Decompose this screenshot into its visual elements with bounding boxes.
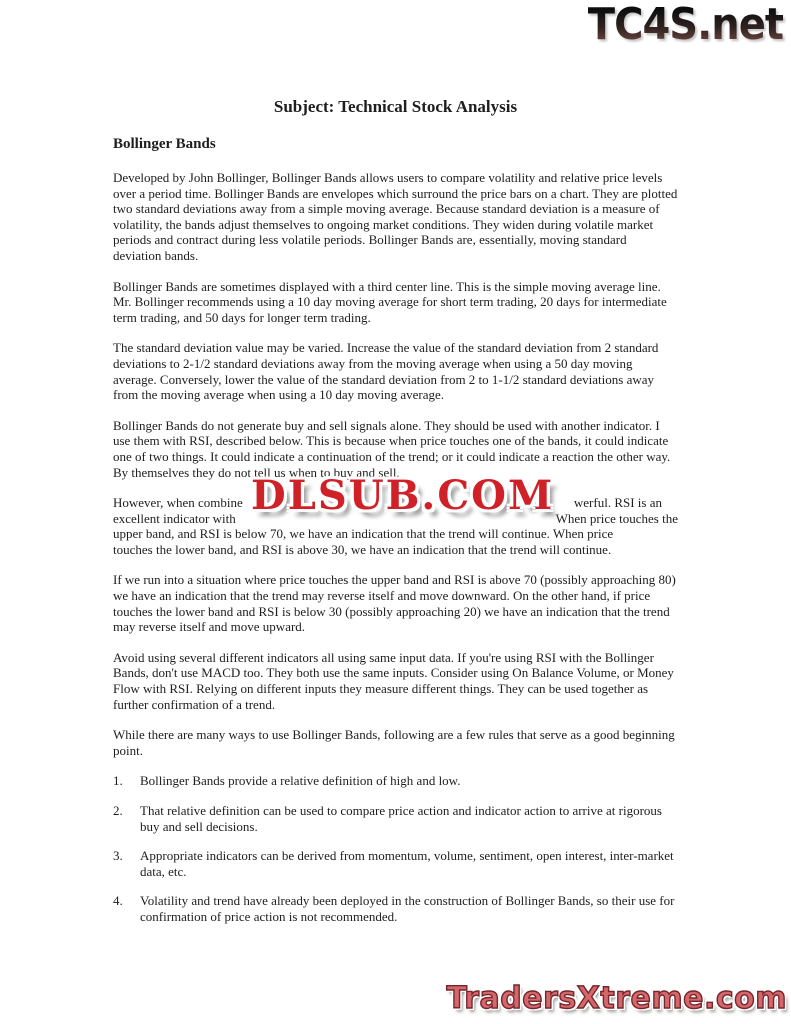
list-item-number: 3.	[113, 848, 123, 864]
obscured-line-3: upper band, and RSI is below 70, we have an indication that the trend will continue. When price	[113, 526, 614, 542]
paragraph-std-deviation: The standard deviation value may be varied. Increase the value of the standard deviation from 2 standard deviations to 2-1/2 standard deviations away from the moving average when using a 50 day moving average. Conversely, lower the value of the standard deviation from 2 to 1-1/2 standard deviations away from the moving average when using a 10 day moving average.	[113, 340, 659, 403]
section-heading: Bollinger Bands	[113, 136, 216, 152]
paragraph-rules-intro: While there are many ways to use Bollinger Bands, following are a few rules that serve as a good beginning point.	[113, 727, 675, 758]
obscured-line-4: touches the lower band, and RSI is above 30, we have an indication that the trend will continue.	[113, 541, 612, 557]
obscured-line-2-left: excellent indicator with	[113, 510, 236, 526]
list-item-text: Bollinger Bands provide a relative definition of high and low.	[140, 773, 461, 789]
list-item	[113, 848, 678, 879]
obscured-line-1-right: werful. RSI is an	[573, 495, 662, 511]
list-item-text: That relative definition can be used to compare price action and indicator action to arrive at rigorous buy and sell decisions.	[140, 803, 662, 834]
paragraph-with-watermark	[113, 472, 678, 557]
list-item	[113, 773, 678, 789]
list-item	[113, 893, 678, 924]
paragraph-reversal: If we run into a situation where price touches the upper band and RSI is above 70 (possibly approaching 80) we have an indication that the trend may reverse itself and move downward. On the other hand, if price touches the lower band and RSI is below 30 (possibly approaching 20) we have an indication that the trend may reverse itself and move upward.	[113, 572, 676, 635]
list-item	[113, 803, 678, 834]
list-item-text: Appropriate indicators can be derived from momentum, volume, sentiment, open interest, inter-market data, etc.	[140, 848, 674, 879]
paragraph-center-line: Bollinger Bands are sometimes displayed with a third center line. This is the simple moving average line. Mr. Bollinger recommends using a 10 day moving average for short term trading, 20 days for intermediate term trading, and 50 days for longer term trading.	[113, 278, 667, 325]
list-item-number: 1.	[113, 773, 123, 789]
list-item-number: 2.	[113, 803, 123, 818]
dlsub-watermark: DLSUB.COM	[251, 472, 555, 520]
paragraph-signals: Bollinger Bands do not generate buy and sell signals alone. They should be used with another indicator. I use them with RSI, described below. This is because when price touches one of the bands, it could indicate one of two things. It could indicate a continuation of the trend; or it could indicate a reaction the other way. By themselves they do not tell us when to buy and sell.	[113, 417, 671, 480]
list-item-text: Volatility and trend have already been deployed in the construction of Bollinger Bands, so their use for confirmation of price action is not recommended.	[140, 893, 675, 924]
tc4s-watermark: TC4S.net	[587, 0, 783, 50]
obscured-line-1-left: However, when combine	[113, 495, 243, 511]
page-title: Subject: Technical Stock Analysis	[273, 97, 518, 116]
document-content	[113, 97, 678, 939]
tradersxtreme-watermark: TradersXtreme.com	[446, 981, 787, 1016]
list-item-number: 4.	[113, 893, 123, 909]
obscured-line-2-right: When price touches the	[555, 510, 678, 526]
paragraph-avoid-duplicates: Avoid using several different indicators all using same input data. If you're using RSI with the Bollinger Bands, don't use MACD too. They both use the same inputs. Consider using On Balance Volume, or Money Flow with RSI. Relying on different inputs they measure different things. They can be used together as further confirmation of a trend.	[113, 649, 674, 712]
paragraph-intro: Developed by John Bollinger, Bollinger Bands allows users to compare volatility and relative price levels over a period time. Bollinger Bands are envelopes which surround the price bars on a chart. They are plotted two standard deviations away from a simple moving average. Because standard deviation is a measure of volatility, the bands adjust themselves to ongoing market conditions. They widen during volatile market periods and contract during less volatile periods. Bollinger Bands are, essentially, moving standard deviation bands.	[113, 170, 678, 263]
